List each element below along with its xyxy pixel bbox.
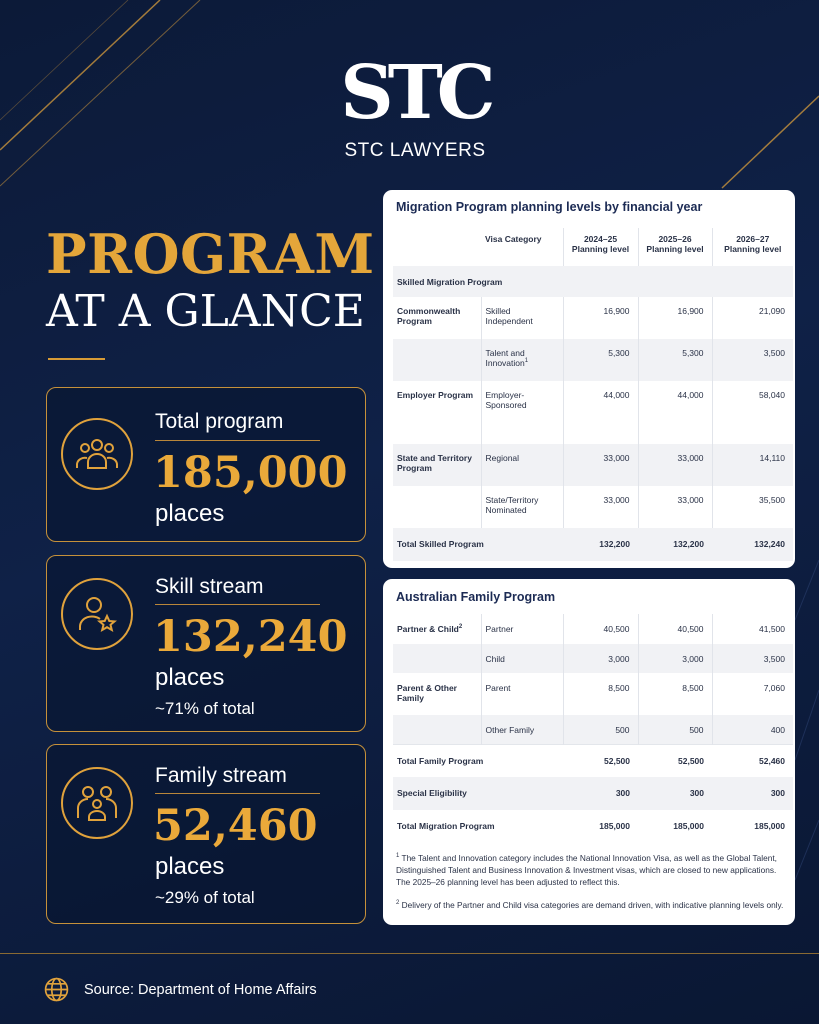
card-divider xyxy=(155,604,320,605)
table-header-row xyxy=(393,228,793,266)
table-row xyxy=(393,715,793,744)
section-label: Skilled Migration Program xyxy=(393,266,793,297)
total-value: 132,240 xyxy=(712,528,793,561)
row-value: 33,000 xyxy=(563,486,638,528)
hero-title-line2: AT A GLANCE xyxy=(46,286,365,337)
row-value: 35,500 xyxy=(712,486,793,528)
row-value: 41,500 xyxy=(712,614,793,644)
header-year-3: 2026–27 Planning level xyxy=(712,228,793,266)
total-value: 300 xyxy=(638,777,712,810)
row-value: 3,000 xyxy=(638,644,712,673)
row-visa: Child xyxy=(481,644,563,673)
row-value: 3,500 xyxy=(712,339,793,381)
card-label: Total program xyxy=(155,410,284,433)
skilled-table xyxy=(393,228,793,561)
total-value: 132,200 xyxy=(638,528,712,561)
row-category: Employer Program xyxy=(397,390,474,400)
footnote-1: $^1$ The Talent and Innovation category includes the National Innovation Visa, as well as the Global Talent, Distinguished Talent and Business Innovation & Investment visas, which are closed to new applications. The 2025–26 planning level has been adjusted to reflect this. xyxy=(396,852,777,887)
card-label: Family stream xyxy=(155,764,287,787)
row-value: 44,000 xyxy=(563,381,638,444)
row-category: State and Territory Program xyxy=(393,444,481,486)
hero-divider xyxy=(48,358,105,360)
stat-card-skill xyxy=(46,555,366,732)
row-value: 44,000 xyxy=(638,381,712,444)
table-row xyxy=(393,339,793,381)
row-value: 33,000 xyxy=(563,444,638,486)
card-value: 52,460 xyxy=(153,801,318,851)
brand-name: STC LAWYERS xyxy=(344,140,486,161)
row-value: 5,300 xyxy=(563,339,638,381)
row-value: 5,300 xyxy=(638,339,712,381)
row-value: 3,500 xyxy=(712,644,793,673)
total-value: 185,000 xyxy=(599,821,630,831)
row-value: 40,500 xyxy=(563,614,638,644)
row-value: 40,500 xyxy=(638,614,712,644)
person-star-icon xyxy=(61,578,133,650)
family-icon xyxy=(61,767,133,839)
card-divider xyxy=(155,793,320,794)
panel-title: Migration Program planning levels by financial year xyxy=(396,200,703,214)
total-value: 185,000 xyxy=(754,821,785,831)
row-value: 400 xyxy=(712,715,793,744)
row-category: Partner & Child$^2$ xyxy=(397,624,463,634)
table-row xyxy=(393,673,793,715)
row-value: 58,040 xyxy=(712,381,793,444)
row-value: 14,110 xyxy=(712,444,793,486)
panel-title: Australian Family Program xyxy=(396,590,556,604)
row-value: 21,090 xyxy=(712,297,793,339)
globe-icon xyxy=(44,977,69,1002)
row-category: Parent & Other Family xyxy=(397,683,457,703)
total-label: Total Migration Program xyxy=(397,821,495,831)
table-row xyxy=(393,486,793,528)
stat-card-family xyxy=(46,744,366,924)
total-row xyxy=(393,777,793,810)
total-label: Total Family Program xyxy=(393,744,563,777)
stat-card-total xyxy=(46,387,366,542)
total-label: Special Eligibility xyxy=(393,777,563,810)
header-year-1: 2024–25 Planning level xyxy=(563,228,638,266)
total-value: 52,460 xyxy=(712,744,793,777)
card-unit: places xyxy=(155,853,225,880)
skilled-program-panel xyxy=(383,190,795,568)
table-row xyxy=(393,381,793,444)
row-value: 33,000 xyxy=(638,486,712,528)
row-visa: Employer-Sponsored xyxy=(481,381,563,444)
row-value: 8,500 xyxy=(638,673,712,715)
row-value: 7,060 xyxy=(712,673,793,715)
total-value: 300 xyxy=(563,777,638,810)
row-visa: Talent and Innovation$^1$ xyxy=(481,339,563,381)
total-value: 52,500 xyxy=(638,744,712,777)
total-value: 52,500 xyxy=(563,744,638,777)
row-value: 8,500 xyxy=(563,673,638,715)
card-divider xyxy=(155,440,320,441)
row-category: Commonwealth Program xyxy=(397,306,461,326)
row-value: 16,900 xyxy=(638,297,712,339)
card-share: ~29% of total xyxy=(155,888,255,907)
family-program-panel xyxy=(383,579,795,925)
header-visa-category: Visa Category xyxy=(485,234,542,244)
total-row xyxy=(393,810,793,843)
table-row xyxy=(393,297,793,339)
group-people-icon xyxy=(61,418,133,490)
card-value: 132,240 xyxy=(153,612,348,662)
table-row xyxy=(393,614,793,644)
footnote-2: $^2$ Delivery of the Partner and Child visa categories are demand driven, with indicative planning levels only. xyxy=(396,899,784,910)
card-label: Skill stream xyxy=(155,575,264,598)
row-visa: Parent xyxy=(481,673,563,715)
card-share: ~71% of total xyxy=(155,699,255,718)
section-row xyxy=(393,266,793,297)
total-value: 185,000 xyxy=(673,821,704,831)
row-value: 3,000 xyxy=(563,644,638,673)
row-visa: Regional xyxy=(481,444,563,486)
row-visa: State/Territory Nominated xyxy=(481,486,563,528)
row-value: 500 xyxy=(638,715,712,744)
total-value: 300 xyxy=(712,777,793,810)
row-visa: Skilled Independent xyxy=(481,297,563,339)
row-visa: Partner xyxy=(481,614,563,644)
row-value: 16,900 xyxy=(563,297,638,339)
card-unit: places xyxy=(155,500,225,527)
card-value: 185,000 xyxy=(153,448,348,498)
family-table xyxy=(393,614,793,843)
brand-logo-mark: STC xyxy=(340,50,490,136)
header-year-2: 2025–26 Planning level xyxy=(638,228,712,266)
row-value: 33,000 xyxy=(638,444,712,486)
source-credit: Source: Department of Home Affairs xyxy=(84,982,317,998)
row-visa: Other Family xyxy=(481,715,563,744)
total-value: 132,200 xyxy=(563,528,638,561)
row-value: 500 xyxy=(563,715,638,744)
total-label: Total Skilled Program xyxy=(393,528,563,561)
footer-divider xyxy=(0,953,819,954)
table-row xyxy=(393,644,793,673)
table-row xyxy=(393,444,793,486)
hero-title-line1: PROGRAM xyxy=(46,222,375,286)
card-unit: places xyxy=(155,664,225,691)
total-row xyxy=(393,528,793,561)
total-row xyxy=(393,744,793,777)
